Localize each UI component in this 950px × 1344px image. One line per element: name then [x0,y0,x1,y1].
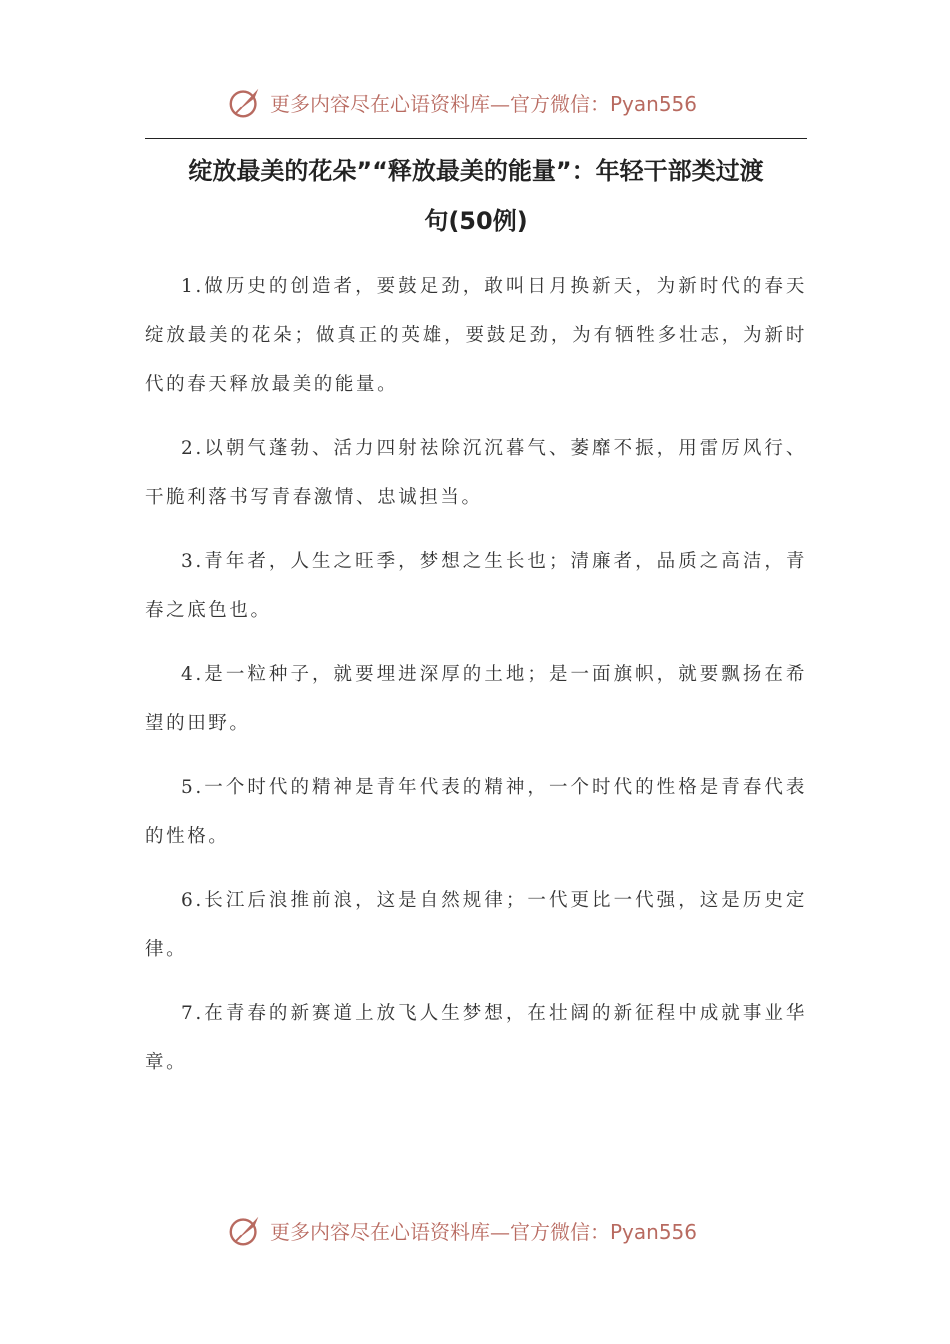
document-title-line-2: 句(50例) [424,207,528,235]
list-item: 3.青年者，人生之旺季，梦想之生长也；清廉者，品质之高洁，青春之底色也。 [145,551,807,621]
header-brand [226,82,697,122]
quill-pen-logo-icon [226,1211,264,1249]
page-footer [0,1210,950,1250]
list-item: 6.长江后浪推前浪，这是自然规律；一代更比一代强，这是历史定律。 [145,890,807,960]
list-item: 5.一个时代的精神是青年代表的精神，一个时代的性格是青春代表的性格。 [145,777,807,847]
list-item: 2.以朝气蓬勃、活力四射祛除沉沉暮气、萎靡不振，用雷厉风行、干脆利落书写青春激情、忠诚担当。 [145,438,807,508]
footer-brand [226,1210,697,1250]
list-item: 7.在青春的新赛道上放飞人生梦想，在壮阔的新征程中成就事业华章。 [145,1003,807,1073]
document-title [145,146,807,246]
page-header [0,82,950,122]
quill-pen-logo-icon [226,83,264,121]
list-item: 4.是一粒种子，就要埋进深厚的土地；是一面旗帜，就要飘扬在希望的田野。 [145,664,807,734]
footer-brand-text [270,1216,697,1245]
footer-brand-main: 更多内容尽在心语资料库—官方微信： [270,1219,610,1244]
header-divider [145,138,807,139]
header-brand-text [270,88,697,117]
item-list [145,262,807,1102]
document-title-line-1: 绽放最美的花朵”“释放最美的能量”：年轻干部类过渡 [188,157,764,185]
header-brand-main: 更多内容尽在心语资料库—官方微信： [270,91,610,116]
list-item: 1.做历史的创造者，要鼓足劲，敢叫日月换新天，为新时代的春天绽放最美的花朵；做真正的英雄，要鼓足劲，为有牺牲多壮志，为新时代的春天释放最美的能量。 [145,276,807,395]
footer-brand-wechat-id: Pyan556 [610,1219,698,1244]
header-brand-wechat-id: Pyan556 [610,91,698,116]
